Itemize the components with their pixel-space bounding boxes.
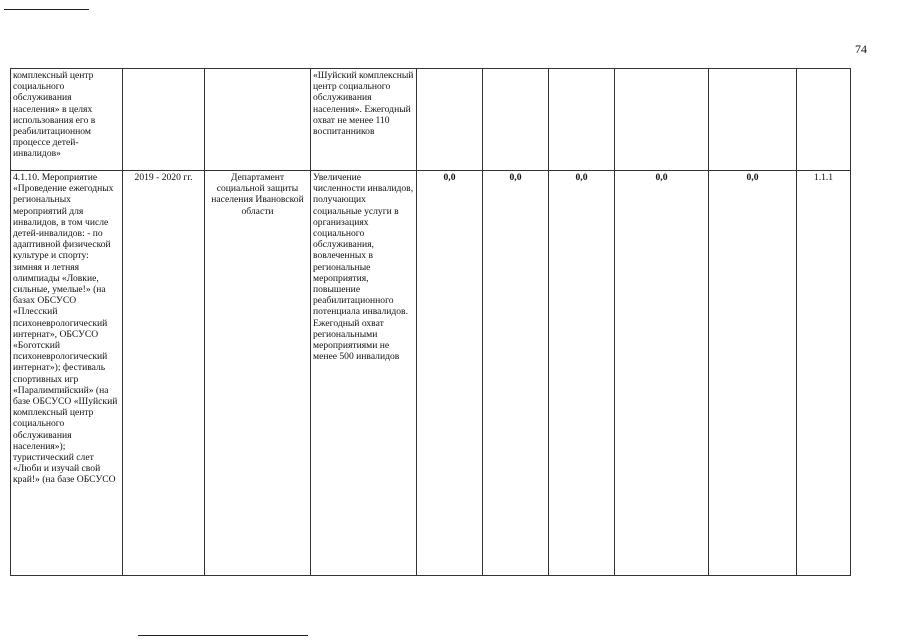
cell-value-2: 0,0 xyxy=(483,171,549,576)
bottom-rule xyxy=(138,635,308,636)
cell-event: 4.1.10. Мероприятие «Проведение ежегодных региональных мероприятий для инвалидов, в том числе детей-инвалидов: - по адаптивной физической культуре и спорту: зимняя и летняя олимпиады «Ловкие, сильные, умелые!» (на базах ОБСУСО «Плесский психоневрологический интернат», ОБСУСО «Боготский психоневрологический интернат»); фестиваль спортивных игр «Паралимпийский» (на базе ОБСУСО «Шуйский комплексный центр социального обслуживания населения»); туристический слет «Люби и изучай свой край!» (на базе ОБСУСО xyxy=(11,171,123,576)
cell-period: 2019 - 2020 гг. xyxy=(123,171,205,576)
cell-code: 1.1.1 xyxy=(797,171,851,576)
cell-value-empty-4 xyxy=(615,69,709,171)
cell-result: Увеличение численности инвалидов, получающих социальные услуги в организациях социального обслуживания, вовлеченных в региональные мероприятия, повышение реабилитационного потенциала инвалидов. Ежегодный охват региональными мероприятиями не менее 500 инвалидов xyxy=(311,171,417,576)
cell-value-3: 0,0 xyxy=(549,171,615,576)
cell-result-continuation: «Шуйский комплексный центр социального обслуживания населения». Ежегодный охват не менее 110 воспитанников xyxy=(311,69,417,171)
top-left-rule xyxy=(4,9,89,10)
page-number: 74 xyxy=(855,42,867,56)
table-row-4-1-10 xyxy=(11,171,851,576)
cell-value-empty-2 xyxy=(483,69,549,171)
cell-event-continuation: комплексный центр социального обслуживания населения» в целях использования его в реабилитационном процессе детей-инвалидов» xyxy=(11,69,123,171)
cell-code-empty xyxy=(797,69,851,171)
cell-value-5: 0,0 xyxy=(709,171,797,576)
table-row-continuation xyxy=(11,69,851,171)
cell-period-empty xyxy=(123,69,205,171)
cell-value-empty-1 xyxy=(417,69,483,171)
cell-executor: Департамент социальной защиты населения Ивановской области xyxy=(205,171,311,576)
cell-value-empty-5 xyxy=(709,69,797,171)
cell-value-empty-3 xyxy=(549,69,615,171)
program-table xyxy=(10,68,851,576)
cell-value-1: 0,0 xyxy=(417,171,483,576)
cell-value-4: 0,0 xyxy=(615,171,709,576)
cell-executor-empty xyxy=(205,69,311,171)
